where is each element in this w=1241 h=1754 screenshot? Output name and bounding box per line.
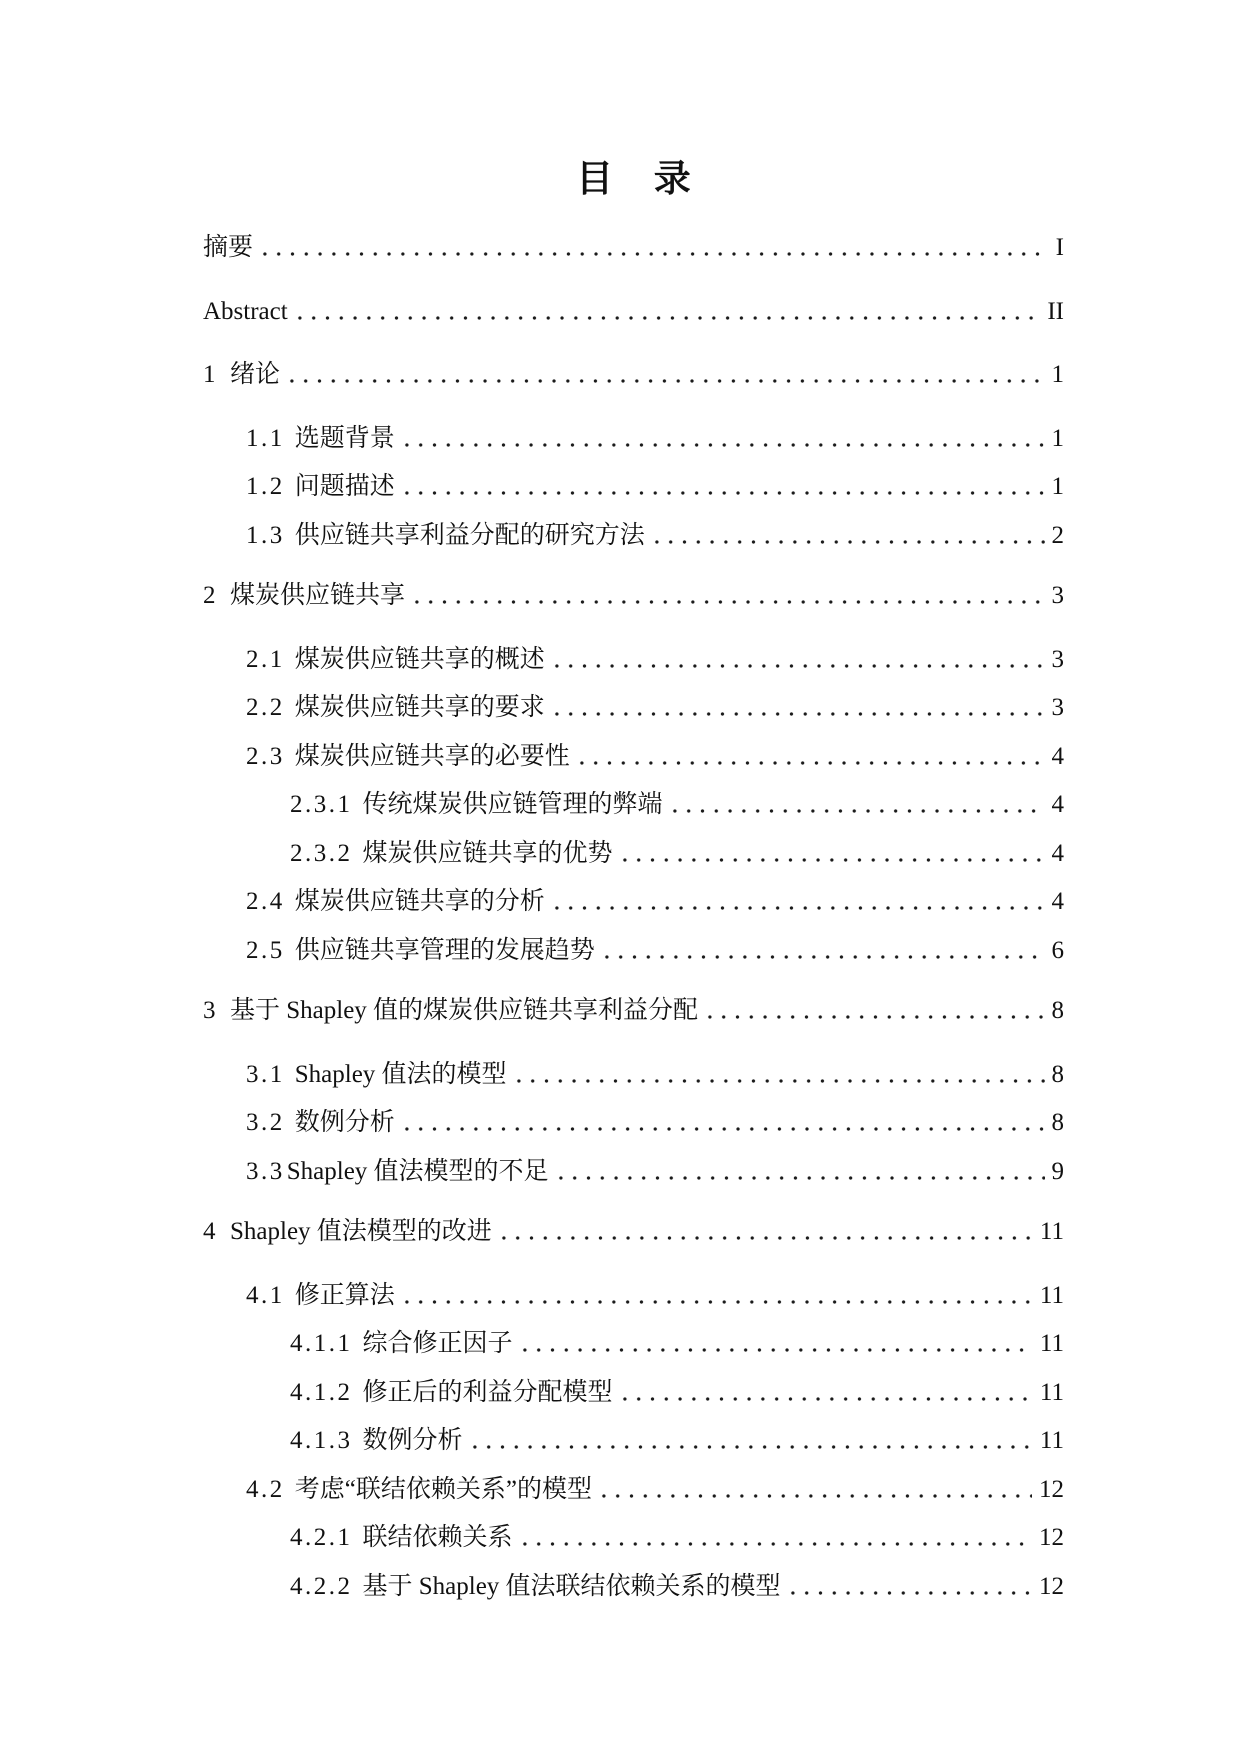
toc-entry-page: 12	[1039, 1572, 1064, 1600]
toc-entry-number: 2.3.1	[290, 791, 353, 818]
toc-entry-page: I	[1055, 234, 1064, 261]
toc-entry-number: 1.1	[246, 424, 285, 452]
toc-entry-text: 修正算法	[294, 1281, 395, 1309]
dot-leader	[600, 927, 1045, 976]
toc-entry-page: 6	[1051, 936, 1064, 964]
toc-section-entry	[203, 927, 1064, 976]
toc-subsection-entry	[203, 1514, 1064, 1563]
toc-entry-number: 3.1	[246, 1060, 285, 1088]
toc-entry-text: 煤炭供应链共享	[230, 582, 406, 609]
toc-entry-page: 4	[1051, 742, 1064, 770]
toc-entry-title: 摘要	[203, 234, 254, 261]
toc-entry-title: Abstract	[203, 297, 288, 325]
toc-entry-page: 4	[1051, 888, 1064, 915]
toc-entry-title	[203, 572, 405, 621]
toc-entry-page: 11	[1039, 1281, 1064, 1309]
toc-entry-page: 11	[1039, 1330, 1064, 1357]
toc-entry-text: 煤炭供应链共享的必要性	[294, 742, 570, 770]
dot-leader	[497, 1208, 1033, 1257]
toc-chapter-entry	[203, 224, 1064, 273]
toc-entry-text: Shapley 值法的模型	[294, 1060, 507, 1088]
toc-entry-number: 2.5	[246, 936, 285, 964]
toc-entry-page: 1	[1051, 424, 1064, 452]
toc-entry-number: 2.4	[246, 888, 285, 915]
toc-entry-number: 2.3	[246, 742, 285, 770]
toc-entry-number: 4.2.2	[290, 1572, 353, 1600]
toc-section-entry	[203, 512, 1064, 561]
toc-section-entry	[203, 1099, 1064, 1148]
toc-chapter-entry	[203, 288, 1064, 337]
toc-entry-page: 1	[1051, 361, 1064, 388]
toc-entry-number: 3.2	[246, 1109, 285, 1136]
toc-section-entry	[203, 1272, 1064, 1321]
toc-entry-page: 12	[1039, 1475, 1064, 1503]
table-of-contents	[203, 212, 1064, 1611]
toc-entry-page: 8	[1051, 997, 1064, 1024]
toc-entry-title	[246, 684, 545, 733]
toc-entry-number: 2.3.2	[290, 839, 353, 867]
toc-chapter-entry	[203, 1208, 1064, 1257]
dot-leader	[668, 781, 1045, 830]
toc-entry-text: 修正后的利益分配模型	[362, 1378, 613, 1406]
toc-entry-text: 供应链共享利益分配的研究方法	[294, 521, 645, 549]
toc-entry-page: 11	[1039, 1218, 1064, 1245]
dot-leader	[293, 288, 1041, 337]
toc-entry-page: 11	[1039, 1427, 1064, 1454]
dot-leader	[400, 463, 1045, 512]
toc-chapter-entry	[203, 351, 1064, 400]
toc-entry-title	[290, 1417, 463, 1466]
dot-leader	[650, 512, 1045, 561]
toc-entry-page: 1	[1051, 473, 1064, 500]
toc-entry-text: 联结依赖关系	[362, 1524, 513, 1551]
toc-entry-number: 2.1	[246, 645, 285, 673]
toc-entry-text: 综合修正因子	[362, 1330, 513, 1357]
toc-section-entry	[203, 415, 1064, 464]
toc-entry-page: 2	[1051, 521, 1064, 549]
dot-leader	[410, 572, 1044, 621]
toc-entry-number: 2	[203, 582, 218, 609]
toc-subsection-entry	[203, 781, 1064, 830]
toc-section-entry	[203, 1148, 1064, 1197]
toc-section-entry	[203, 1466, 1064, 1515]
toc-section-entry	[203, 636, 1064, 685]
toc-section-entry	[203, 1051, 1064, 1100]
toc-entry-text: 基于 Shapley 值法联结依赖关系的模型	[362, 1572, 781, 1600]
toc-entry-page: 3	[1051, 694, 1064, 721]
toc-section-entry	[203, 684, 1064, 733]
toc-entry-title	[246, 878, 545, 927]
toc-entry-title	[246, 512, 645, 561]
toc-entry-number: 3	[203, 997, 218, 1024]
dot-leader	[575, 733, 1045, 782]
toc-section-entry	[203, 463, 1064, 512]
toc-entry-title	[290, 1369, 613, 1418]
toc-entry-page: 3	[1051, 582, 1064, 609]
dot-leader	[285, 351, 1044, 400]
toc-entry-title	[246, 636, 545, 685]
toc-entry-page: 3	[1051, 645, 1064, 673]
toc-entry-text: Shapley 值法模型的改进	[230, 1218, 492, 1245]
dot-leader	[550, 636, 1045, 685]
toc-entry-text: 考虑“联结依赖关系”的模型	[294, 1475, 592, 1503]
toc-entry-title	[246, 927, 595, 976]
toc-entry-title	[246, 733, 570, 782]
toc-entry-number: 4.1.1	[290, 1330, 353, 1357]
toc-section-entry	[203, 878, 1064, 927]
toc-entry-number: 1.2	[246, 473, 285, 500]
dot-leader	[468, 1417, 1033, 1466]
toc-entry-text: 数例分析	[294, 1109, 395, 1136]
toc-entry-text: 数例分析	[362, 1427, 463, 1454]
toc-entry-title	[246, 463, 395, 512]
toc-entry-text: 传统煤炭供应链管理的弊端	[362, 791, 663, 818]
toc-entry-title	[246, 415, 395, 464]
toc-entry-number: 1	[203, 361, 218, 388]
dot-leader	[258, 224, 1049, 273]
toc-entry-number: 4.1	[246, 1281, 285, 1309]
toc-entry-text: 煤炭供应链共享的概述	[294, 645, 545, 673]
toc-entry-number: 4.2.1	[290, 1524, 353, 1551]
toc-entry-text: 基于 Shapley 值的煤炭供应链共享利益分配	[230, 997, 699, 1024]
toc-entry-text: 煤炭供应链共享的分析	[294, 888, 545, 915]
toc-entry-title	[203, 987, 698, 1036]
toc-subsection-entry	[203, 1563, 1064, 1612]
toc-entry-title	[246, 1272, 395, 1321]
dot-leader	[400, 415, 1045, 464]
toc-entry-title	[290, 781, 663, 830]
toc-entry-title	[246, 1051, 507, 1100]
toc-entry-page: 4	[1051, 791, 1064, 818]
dot-leader	[554, 1148, 1045, 1197]
toc-entry-number: 2.2	[246, 694, 285, 721]
toc-subsection-entry	[203, 830, 1064, 879]
toc-entry-title	[203, 1208, 492, 1257]
toc-entry-number: 4.2	[246, 1475, 285, 1503]
toc-subsection-entry	[203, 1369, 1064, 1418]
toc-entry-text: 问题描述	[294, 473, 395, 500]
dot-leader	[618, 830, 1045, 879]
dot-leader	[400, 1099, 1045, 1148]
toc-section-entry	[203, 733, 1064, 782]
toc-entry-page: 8	[1051, 1109, 1064, 1136]
dot-leader	[703, 987, 1044, 1036]
toc-chapter-entry	[203, 572, 1064, 621]
dot-leader	[550, 878, 1045, 927]
toc-entry-title	[290, 1514, 513, 1563]
toc-entry-title	[203, 351, 280, 400]
toc-entry-title	[246, 1099, 395, 1148]
toc-entry-page: 8	[1051, 1060, 1064, 1088]
toc-entry-page: 9	[1051, 1157, 1064, 1185]
toc-subsection-entry	[203, 1417, 1064, 1466]
dot-leader	[550, 684, 1045, 733]
toc-entry-text: Shapley 值法模型的不足	[286, 1157, 549, 1185]
toc-entry-title	[246, 1466, 592, 1515]
toc-entry-text: 煤炭供应链共享的要求	[294, 694, 545, 721]
toc-entry-page: 12	[1039, 1524, 1064, 1551]
dot-leader	[597, 1466, 1032, 1515]
dot-leader	[512, 1051, 1045, 1100]
toc-entry-page: 11	[1039, 1378, 1064, 1406]
toc-entry-page: 4	[1051, 839, 1064, 867]
toc-entry-number: 1.3	[246, 521, 285, 549]
toc-entry-number: 4	[203, 1218, 218, 1245]
toc-entry-text: 绪论	[230, 361, 281, 388]
toc-entry-text: 煤炭供应链共享的优势	[362, 839, 613, 867]
toc-entry-title	[290, 1563, 781, 1612]
dot-leader	[400, 1272, 1033, 1321]
dot-leader	[618, 1369, 1033, 1418]
toc-entry-text: 选题背景	[294, 424, 395, 452]
toc-entry-title	[290, 1320, 513, 1369]
toc-chapter-entry	[203, 987, 1064, 1036]
toc-entry-number: 3.3	[246, 1157, 285, 1185]
toc-entry-title	[246, 1148, 549, 1197]
dot-leader	[518, 1514, 1032, 1563]
dot-leader	[518, 1320, 1033, 1369]
toc-entry-title	[290, 830, 613, 879]
toc-subsection-entry	[203, 1320, 1064, 1369]
toc-entry-text: 供应链共享管理的发展趋势	[294, 936, 595, 964]
page-title: 目 录	[576, 157, 691, 200]
dot-leader	[786, 1563, 1032, 1612]
toc-entry-number: 4.1.2	[290, 1378, 353, 1406]
toc-entry-number: 4.1.3	[290, 1427, 353, 1454]
toc-entry-page: II	[1047, 297, 1064, 325]
